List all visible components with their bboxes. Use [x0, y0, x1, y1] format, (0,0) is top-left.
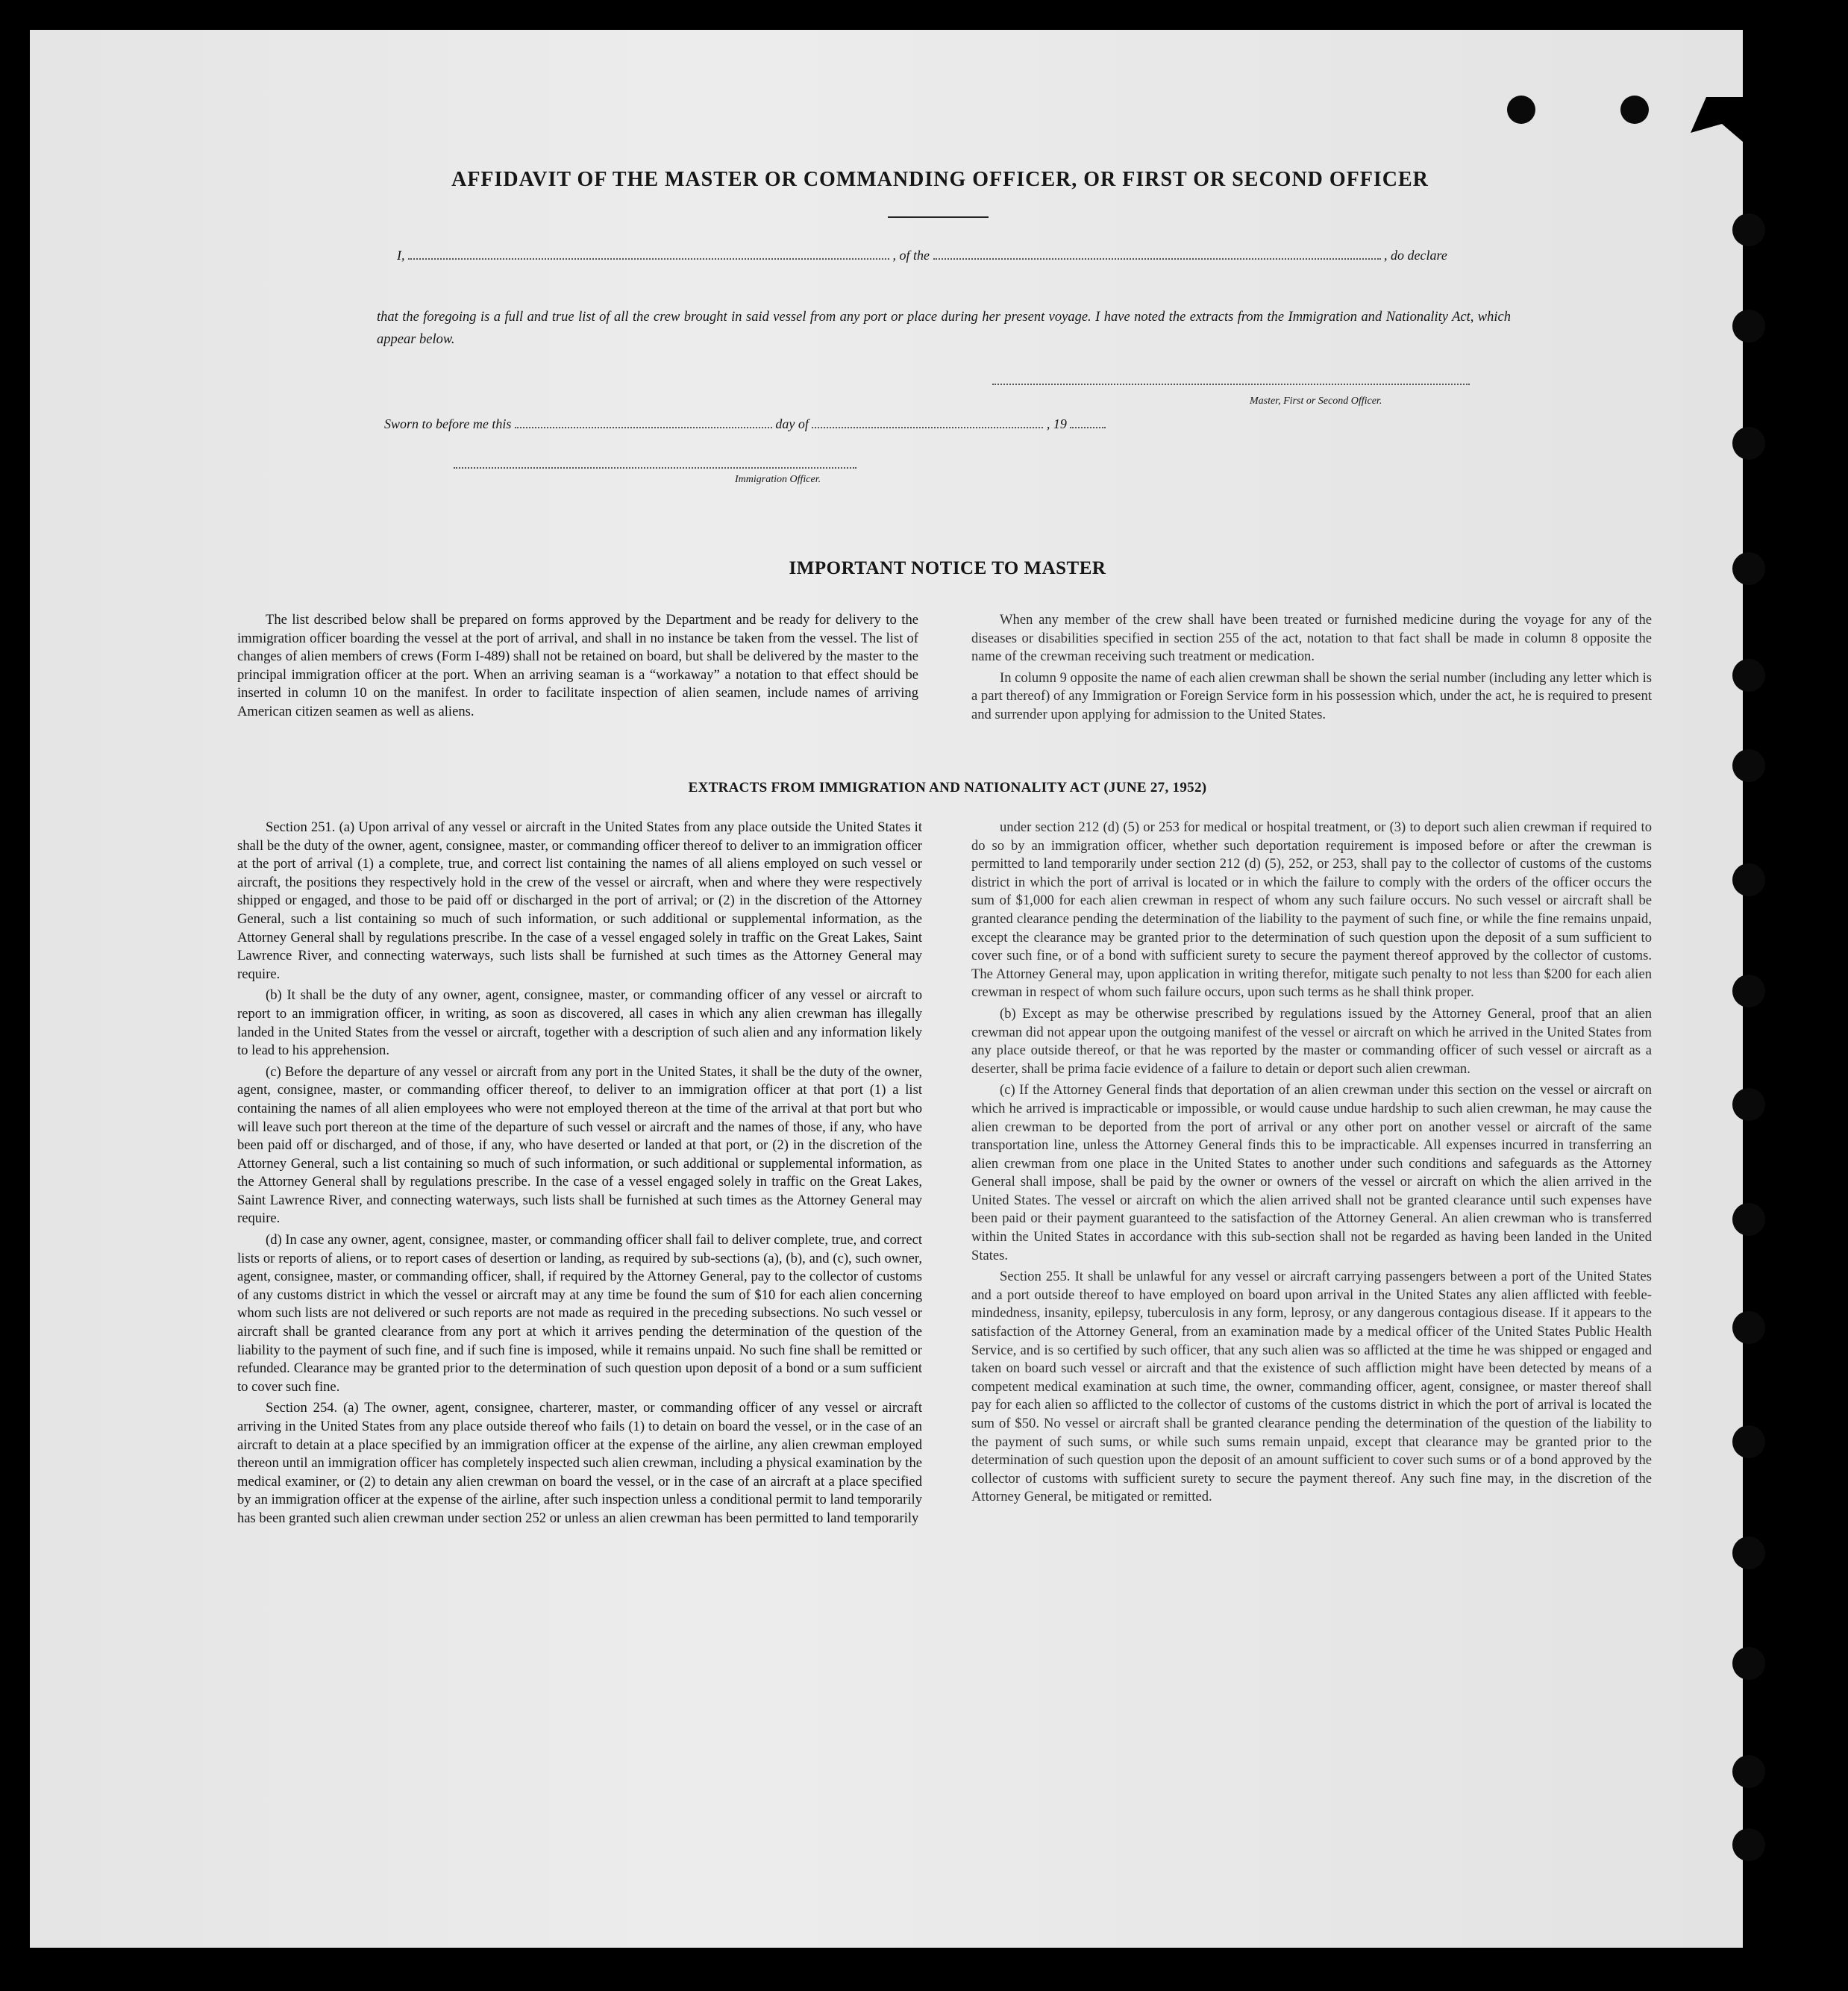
year-label: , 19	[1046, 416, 1067, 431]
officer-signature-line[interactable]	[454, 457, 856, 472]
day-of-label: day of	[775, 416, 809, 431]
punch-hole	[1732, 749, 1765, 782]
extract-paragraph: Section 254. (a) The owner, agent, consignee, charterer, master, or commanding officer of any vessel or aircraft arriving in the United States from any place outside thereof who fails (1) to detain on board the vessel, or in the case of an aircraft to detain at a place specified by an immigration officer at the expense of the airline, any alien crewman employed thereon until an immigration officer has completely inspected such alien crewman, including a physical examination by the medical examiner, or (2) to detain any alien crewman on board the vessel, or in the case of an aircraft at a place specified by an immigration officer at the expense of the airline, after such inspection unless a conditional permit to land temporarily has been granted such alien crewman under section 252 or unless an alien crewman has been permitted to land temporarily	[237, 1400, 922, 1526]
punch-hole	[1732, 1828, 1765, 1861]
punch-hole	[1620, 96, 1649, 124]
i-label: I,	[397, 248, 405, 263]
officer-signature-field[interactable]	[454, 457, 856, 469]
extracts-title: EXTRACTS FROM IMMIGRATION AND NATIONALITY ACT (JUNE 27, 1952)	[688, 780, 1207, 796]
officer-caption: Immigration Officer.	[735, 474, 821, 485]
extract-paragraph: (d) In case any owner, agent, consignee, master, or commanding officer shall fail to deliver complete, true, and correct lists or reports of aliens, or to report cases of desertion or landing, as required by sub-sections (a), (b), and (c), such owner, agent, consignee, master, or commanding officer, shall, if required by the Attorney General, pay to the collector of customs of any customs district in which the vessel or aircraft may at any time be found the sum of $10 for each alien concerning whom such lists are not delivered or such reports are not made as required in the preceding subsections. No such vessel or aircraft shall be granted clearance from any port at which it arrives pending the determination of the question of the liability to the payment of such fine, and if such fine is imposed, while it remains unpaid. No such fine shall be remitted or refunded. Clearance may be granted prior to the determination of such question upon deposit of a bond or a sum sufficient to cover such fine.	[237, 1232, 922, 1395]
document-page	[30, 30, 1743, 1948]
affidavit-title: AFFIDAVIT OF THE MASTER OR COMMANDING OFFICER, OR FIRST OR SECOND OFFICER	[451, 168, 1429, 191]
of-the-label: , of the	[892, 248, 930, 263]
punch-hole	[1732, 1311, 1765, 1344]
punch-hole	[1732, 1537, 1765, 1569]
sworn-label: Sworn to before me this	[384, 416, 512, 431]
notice-paragraph: The list described below shall be prepared on forms approved by the Department and be ready for delivery to the immigration officer boarding the vessel at the port of arrival, and shall in no instance be taken from the vessel. The list of changes of alien members of crews (Form I-489) shall not be retained on board, but shall be delivered by the master to the principal immigration officer at the port. When an arriving seaman is a “workaway” a notation to that effect should be inserted in column 10 on the manifest. In order to facilitate inspection of alien seamen, include names of arriving American citizen seamen as well as aliens.	[237, 612, 918, 719]
notice-paragraph: In column 9 opposite the name of each alien crewman shall be shown the serial number (including any letter which is a part thereof) of any Immigration or Foreign Service form in his possession which, under the act, he is required to present and surrender upon applying for admission to the United States.	[971, 669, 1652, 722]
punch-hole	[1732, 863, 1765, 896]
notice-title: IMPORTANT NOTICE TO MASTER	[789, 558, 1106, 578]
do-declare-label: , do declare	[1384, 248, 1447, 263]
punch-hole	[1732, 659, 1765, 692]
punch-hole	[1732, 1647, 1765, 1680]
extract-paragraph: (b) Except as may be otherwise prescribed by regulations issued by the Attorney General, proof that an alien crewman did not appear upon the outgoing manifest of the vessel or aircraft on which he arrived in the United States from any place outside thereof, or that he was reported by the master or commanding officer of such vessel or aircraft as a deserter, shall be prima facie evidence of a failure to detain or deport such alien crewman.	[971, 1005, 1652, 1077]
declarant-name-field[interactable]	[408, 248, 889, 260]
punch-hole	[1732, 1755, 1765, 1788]
punch-hole	[1732, 975, 1765, 1007]
title-divider	[888, 216, 989, 218]
extract-paragraph: (b) It shall be the duty of any owner, agent, consignee, master, or commanding officer of any vessel or aircraft to report to an immigration officer, in writing, as soon as discovered, all cases in which any alien crewman has illegally landed in the United States from the vessel or aircraft, together with a description of such alien and any information likely to lead to his apprehension.	[237, 987, 922, 1059]
master-signature-line[interactable]	[992, 373, 1470, 389]
notice-left-column	[237, 611, 918, 725]
master-signature-field[interactable]	[992, 373, 1470, 385]
sworn-line	[384, 416, 1106, 432]
punch-hole	[1732, 310, 1765, 343]
punch-hole	[1507, 96, 1535, 124]
declaration-text: that the foregoing is a full and true list of all the crew brought in said vessel from any port or place during her present voyage. I have noted the extracts from the Immigration and Nationality Act, which appear below.	[377, 310, 1511, 347]
sworn-year-field[interactable]	[1070, 416, 1106, 428]
extract-paragraph: Section 255. It shall be unlawful for any vessel or aircraft carrying passengers between a port of the United States and a port outside thereof to have employed on board upon arrival in the United States any alien afflicted with feeble-mindedness, insanity, epilepsy, tuberculosis in any form, leprosy, or any dangerous contagious disease. If it appears to the satisfaction of the Attorney General, from an examination made by a medical officer of the United States Public Health Service, and is so certified by such officer, that any such alien was so afflicted at the time he was shipped or engaged and taken on board such vessel or aircraft and that the existence of such affliction might have been detected by means of a competent medical examination at such time, the owner, commanding officer, agent, consignee, or master thereof shall pay for each alien so afflicted to the collector of customs of the customs district in which the port of arrival is located the sum of $50. No vessel or aircraft shall be granted clearance pending the determination of the question of the liability to the payment of such sums, or while such sums remain unpaid, except that clearance may be granted prior to the determination of such question upon the deposit of an amount sufficient to cover such sums or of a bond approved by the collector of customs with sufficient surety to secure the payment thereof. Any such fine may, in the discretion of the Attorney General, be mitigated or remitted.	[971, 1269, 1652, 1505]
extract-paragraph: under section 212 (d) (5) or 253 for medical or hospital treatment, or (3) to deport such alien crewman if required to do so by an immigration officer, whether such deportation requirement is imposed before or after the crewman is permitted to land temporarily under section 212 (d) (5), 252, or 253, shall pay to the collector of customs of the customs district in which the port of arrival is located or in which the failure to comply with the orders of the officer occurs the sum of $1,000 for each alien crewman in respect of whom any such failure occurs. No such vessel or aircraft shall be granted clearance pending the determination of the liability to the payment of such fine, or while the fine remains unpaid, except the clearance may be granted prior to the determination of such question upon the deposit of a sum sufficient to cover such fine, or of a bond with sufficient surety to secure the payment thereof approved by the collector of customs. The Attorney General may, upon application in writing therefor, mitigate such penalty to not less than $200 for each alien crewman in respect of whom such failure occurs, upon such terms as he shall think proper.	[971, 819, 1652, 1001]
vessel-name-field[interactable]	[933, 248, 1381, 260]
sworn-day-field[interactable]	[515, 416, 772, 428]
sworn-month-field[interactable]	[812, 416, 1043, 428]
extract-paragraph: (c) Before the departure of any vessel or aircraft from any port in the United States, it shall be the duty of the owner, agent, consignee, master, or commanding officer thereof, to deliver to an immigration officer at that port (1) a list containing the names of all alien employees who were not employed thereon at the time of the arrival at that port but who will leave such port thereon at the time of the departure of such vessel or aircraft and the names of those, if any, who have been paid off or discharged, and of those, if any, who have deserted or landed at that port, or (2) in the discretion of the Attorney General, such a list containing so much of such information, or such additional or supplemental information, as the Attorney General shall by regulations prescribe. In the case of a vessel engaged solely in traffic on the Great Lakes, Saint Lawrence River, and connecting waterways, such lists shall be furnished at such times as the Attorney General may require.	[237, 1063, 922, 1227]
punch-hole	[1732, 1203, 1765, 1236]
notice-paragraph: When any member of the crew shall have been treated or furnished medicine during the voyage for any of the diseases or disabilities specified in section 255 of the act, notation to that fact shall be made in column 8 opposite the name of the crewman receiving such treatment or medication.	[971, 612, 1652, 665]
punch-hole	[1732, 552, 1765, 585]
punch-hole	[1732, 427, 1765, 460]
punch-hole	[1732, 1425, 1765, 1458]
extracts-left-column	[237, 819, 922, 1531]
torn-corner	[1691, 97, 1743, 142]
punch-hole	[1732, 1088, 1765, 1121]
notice-right-column	[971, 611, 1652, 728]
extract-paragraph: Section 251. (a) Upon arrival of any vessel or aircraft in the United States from any place outside the United States it shall be the duty of the owner, agent, consignee, master, or commanding officer thereof to deliver to an immigration officer at the port of arrival (1) a complete, true, and correct list containing the names of all aliens employed on such vessel or aircraft, the positions they respectively hold in the crew of the vessel or aircraft, when and where they were respectively shipped or engaged, and those to be paid off or discharged in the port of arrival; or (2) in the discretion of the Attorney General, such a list containing so much of such information, or such additional or supplemental information, as the Attorney General shall by regulations prescribe. In the case of a vessel engaged solely in traffic on the Great Lakes, Saint Lawrence River, and connecting waterways, such lists shall be furnished at such times as the Attorney General may require.	[237, 819, 922, 982]
punch-hole	[1732, 213, 1765, 246]
declarant-line	[397, 248, 1447, 263]
extract-paragraph: (c) If the Attorney General finds that deportation of an alien crewman under this section on the vessel or aircraft on which he arrived is impracticable or impossible, or would cause undue hardship to such alien crewman, he may cause the alien crewman to be deported from the port of arrival or any other port on another vessel or aircraft of the same transportation line, unless the Attorney General finds this to be impracticable. All expenses incurred in transferring an alien crewman from one place in the United States to another under such conditions and safeguards as the Attorney General shall impose, shall be paid by the owner or owners of the vessel or aircraft on which the alien arrived in the United States. The vessel or aircraft on which the alien arrived shall not be granted clearance until such expenses have been paid or their payment guaranteed to the satisfaction of the Attorney General. An alien crewman who is transferred within the United States in accordance with this sub-section shall not be regarded as having been landed in the United States.	[971, 1082, 1652, 1263]
master-caption: Master, First or Second Officer.	[1250, 396, 1382, 407]
extracts-right-column	[971, 819, 1652, 1510]
